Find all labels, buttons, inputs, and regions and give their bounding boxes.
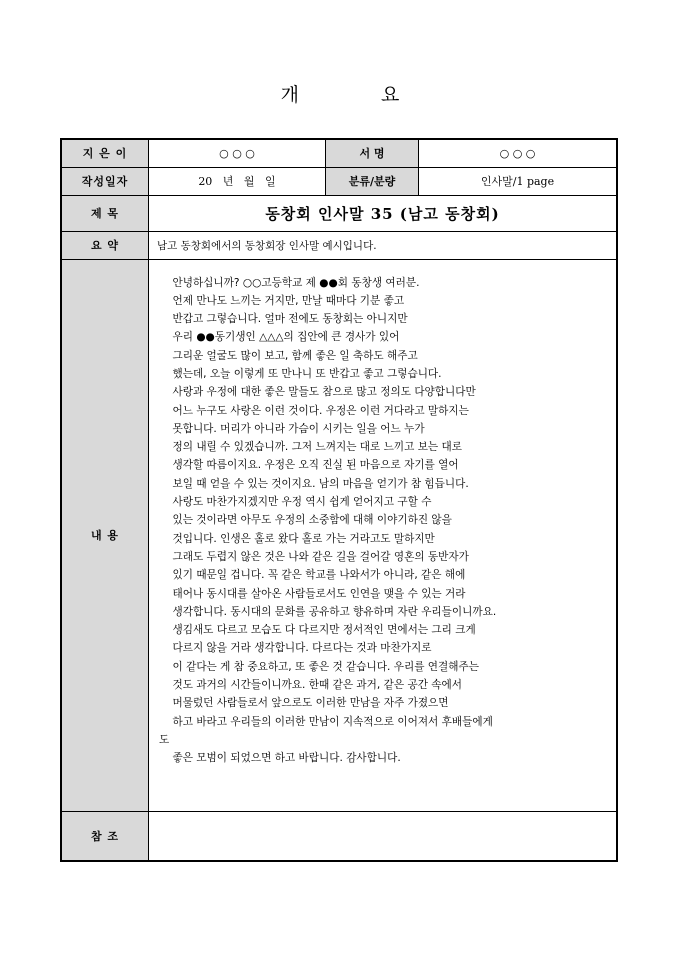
date-row xyxy=(61,167,617,195)
author-value: ○ ○ ○ xyxy=(149,139,326,167)
content-row xyxy=(61,259,617,811)
date-value: 20 년 월 일 xyxy=(149,167,326,195)
author-label: 지 은 이 xyxy=(61,139,149,167)
overview-table xyxy=(60,138,618,862)
reference-row xyxy=(61,811,617,861)
signature-label: 서 명 xyxy=(326,139,419,167)
subject-value: 동창회 인사말 35 (남고 동창회) xyxy=(149,195,618,231)
category-label: 분류/분량 xyxy=(326,167,419,195)
category-value: 인사말/1 page xyxy=(419,167,618,195)
document-title: 개 요 xyxy=(280,84,438,106)
content-label: 내 용 xyxy=(61,259,149,811)
date-label: 작성일자 xyxy=(61,167,149,195)
signature-value: ○ ○ ○ xyxy=(419,139,618,167)
reference-value xyxy=(149,811,618,861)
content-cell xyxy=(149,259,618,811)
summary-label: 요 약 xyxy=(61,231,149,259)
reference-label: 참 조 xyxy=(61,811,149,861)
author-row xyxy=(61,139,617,167)
subject-row xyxy=(61,195,617,231)
subject-label: 제 목 xyxy=(61,195,149,231)
summary-value: 남고 동창회에서의 동창회장 인사말 예시입니다. xyxy=(149,231,618,259)
summary-row xyxy=(61,231,617,259)
content-text: 안녕하십니까? ○○고등학교 제 ●●회 동창생 여러분. 언제 만나도 느끼는 거지만, 만날 때마다 기분 좋고 반갑고 그렇습니다. 얼마 전에도 동창회는 아니지만 우리 ●●동기생인 △△△의 집안에 큰 경사가 있어 그리운 얼굴도 많이 보고, 함께 좋은 일 축하도 해주고 했는데, 오늘 이렇게 또 만나니 또 반갑고 좋고 그렇습니다. 사랑과 우정에 대한 좋은 말들도 참으로 많고 정의도 다양합니다만 어느 누구도 사랑은 이런 것이다. 우정은 이런 거다라고 말하지는 못합니다. 머리가 아니라 가슴이 시키는 일을 어느 누가 정의 내릴 수 있겠습니까. 그저 느껴지는 대로 느끼고 보는 대로 생각할 따름이지요. 우정은 오직 진실 된 마음으로 자기를 열어 보일 때 얻을 수 있는 것이지요. 남의 마음을 얻기가 참 힘듭니다. 사랑도 마찬가지겠지만 우정 역시 쉽게 얻어지고 구할 수 있는 것이라면 아무도 우정의 소중함에 대해 이야기하진 않을 것입니다. 인생은 홀로 왔다 홀로 가는 거라고도 말하지만 그래도 두렵지 않은 것은 나와 같은 길을 걸어갈 영혼의 동반자가 있기 때문일 겁니다. 꼭 같은 학교를 나와서가 아니라, 같은 해에 태어나 동시대를 살아온 사람들로서도 인연을 맺을 수 있는 거라 생각합니다. 동시대의 문화를 공유하고 향유하며 자란 우리들이니까요. 생김새도 다르고 모습도 다 다르지만 정서적인 면에서는 그리 크게 다르지 않을 거라 생각합니다. 다르다는 것과 마찬가지로 이 같다는 게 참 중요하고, 또 좋은 것 같습니다. 우리를 연결해주는 것도 과거의 시간들이니까요. 한때 같은 과거, 같은 공간 속에서 머물렀던 사람들로서 앞으로도 이러한 만남을 자주 가졌으면 하고 바라고 우리들의 이러한 만남이 지속적으로 이어져서 후배들에게 도 좋은 모범이 되었으면 하고 바랍니다. 감사합니다. xyxy=(159,276,497,765)
